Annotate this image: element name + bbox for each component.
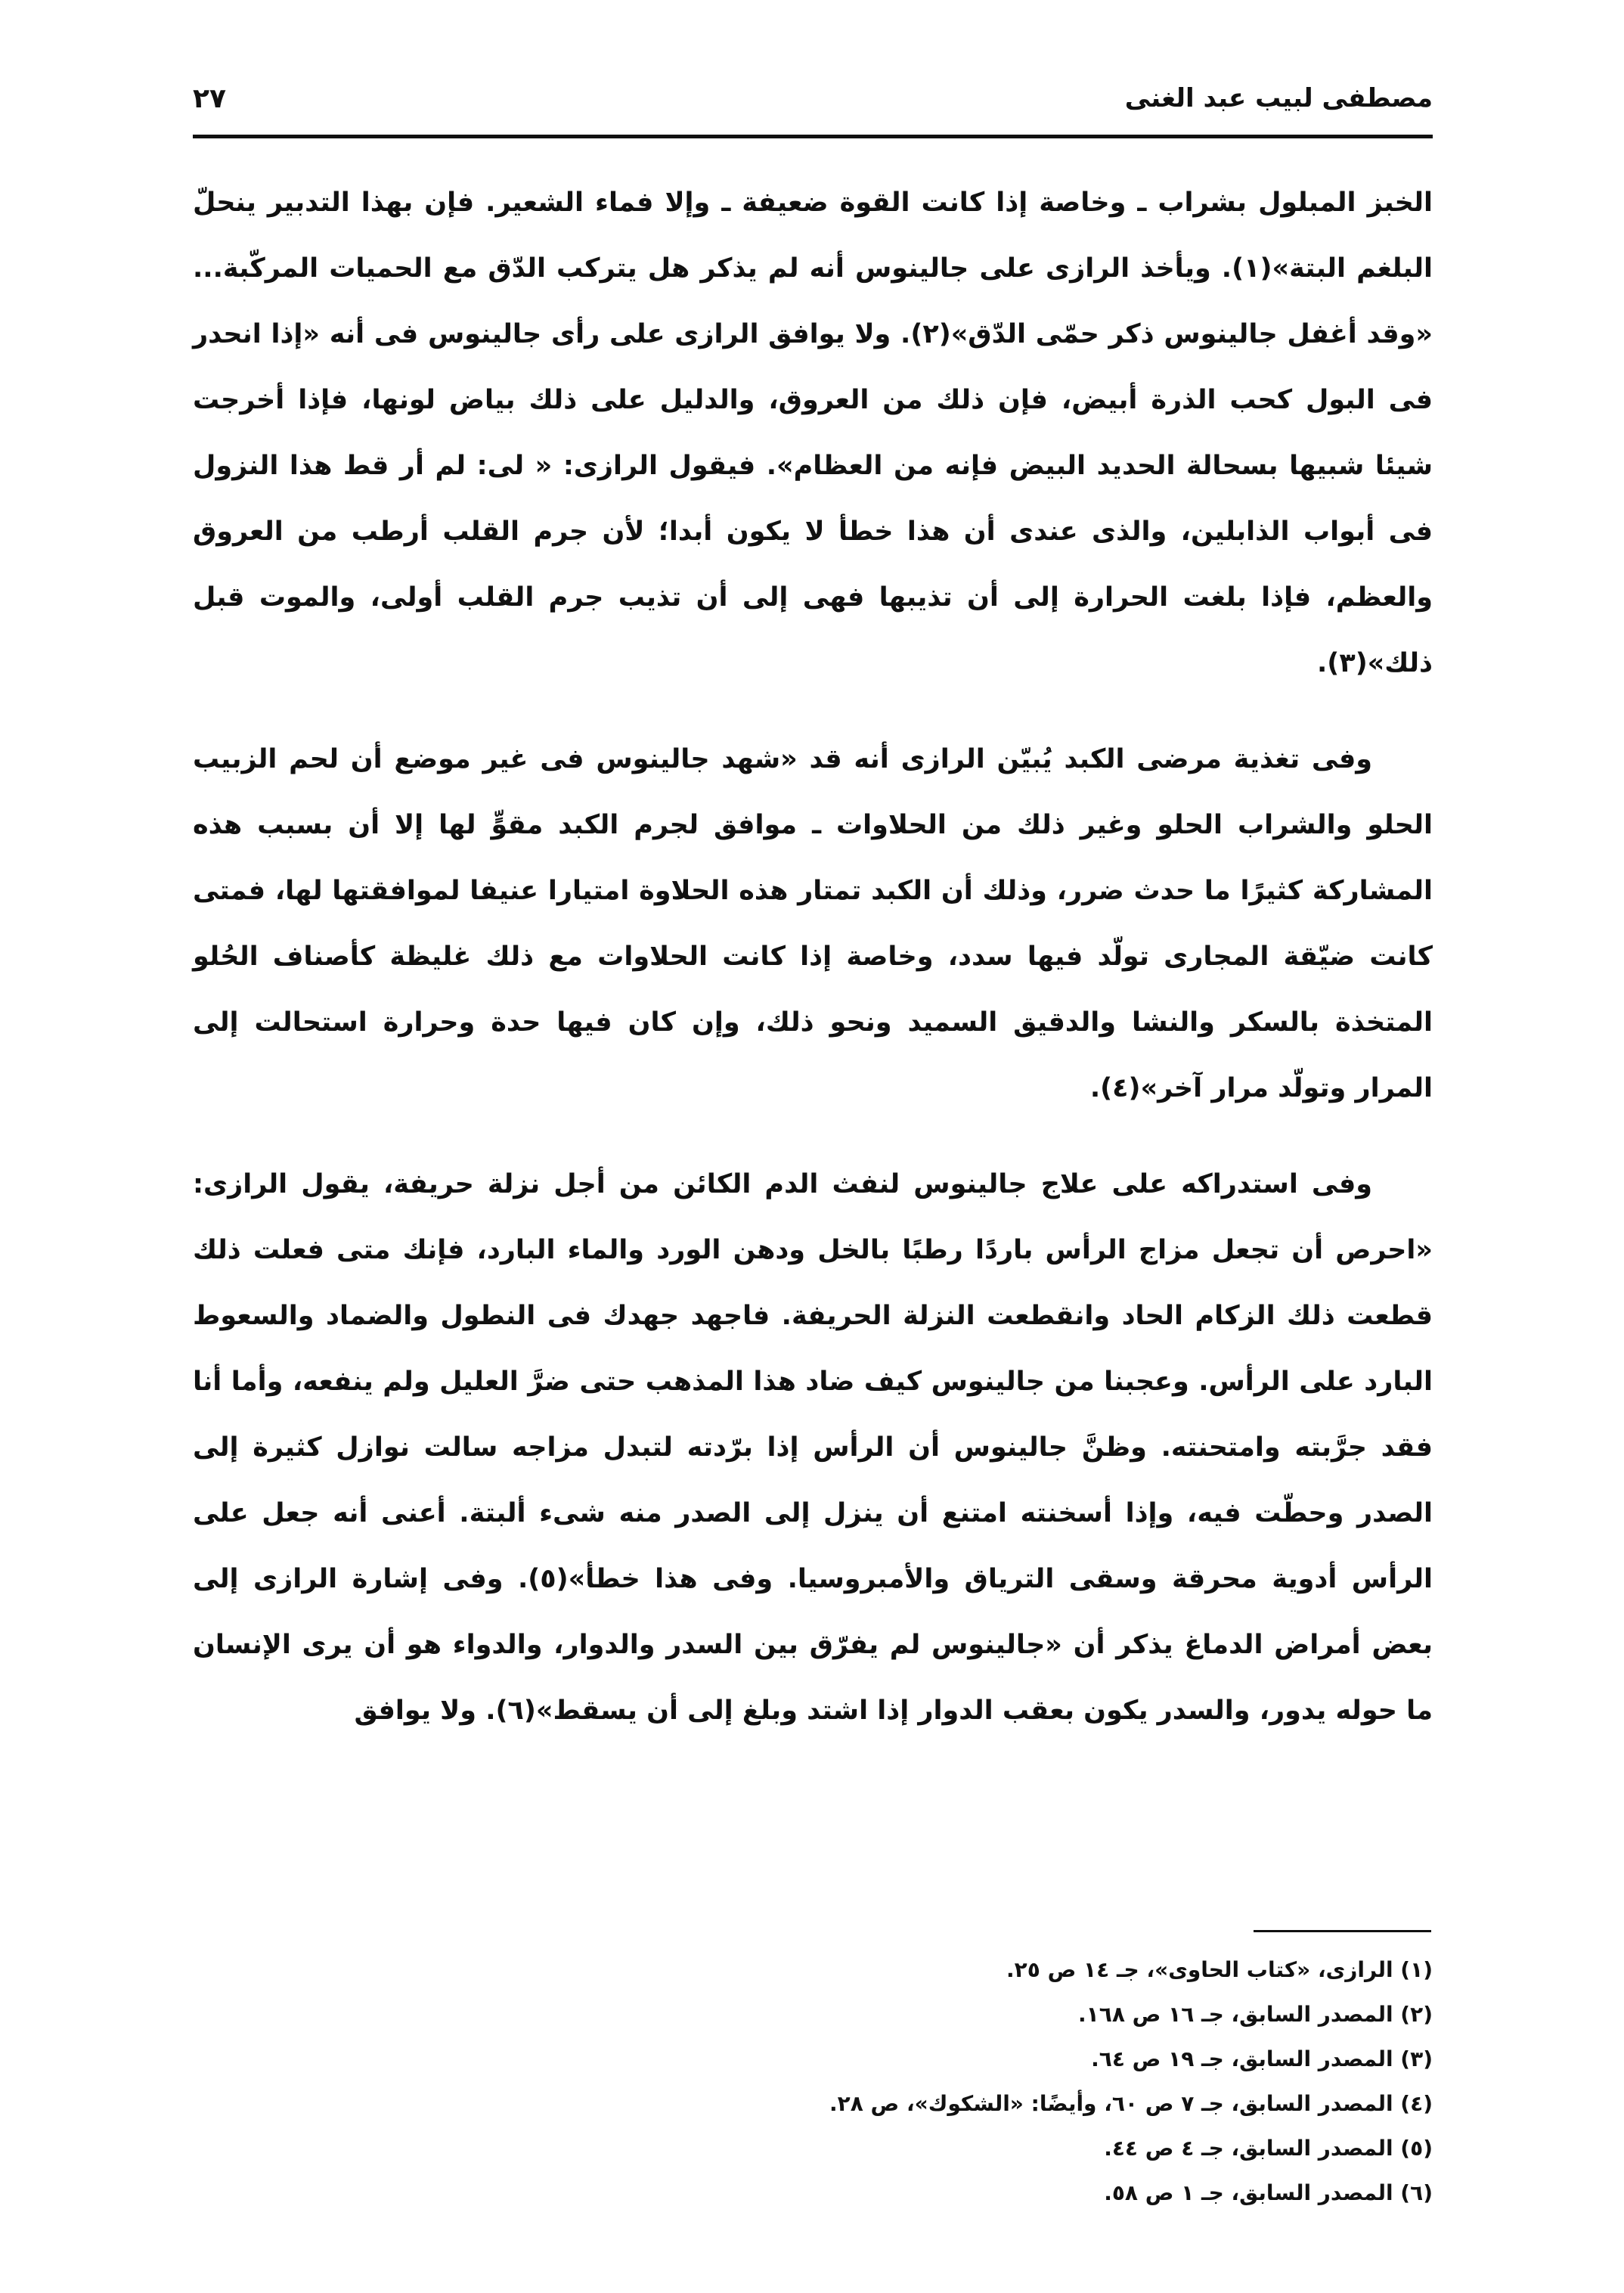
page-number: ٢٧ <box>193 83 226 114</box>
running-header <box>193 76 1433 136</box>
footnote-rule <box>1254 1930 1431 1932</box>
footnote-3: (٣) المصدر السابق، جـ ١٩ ص ٦٤. <box>1091 2046 1433 2071</box>
footnotes <box>193 1947 1433 2215</box>
header-author: مصطفى لبيب عبد الغنى <box>1124 83 1433 113</box>
footnote-6: (٦) المصدر السابق، جـ ١ ص ٥٨. <box>1104 2180 1433 2205</box>
footnote-5: (٥) المصدر السابق، جـ ٤ ص ٤٤. <box>1104 2136 1433 2161</box>
header-rule <box>193 135 1433 138</box>
footnote-1: (١) الرازى، «كتاب الحاوى»، جـ ١٤ ص ٢٥. <box>1006 1957 1433 1982</box>
body-text <box>193 170 1433 1774</box>
paragraph-3: وفى استدراكه على علاج جالينوس لنفث الدم الكائن من أجل نزلة حريفة، يقول الرازى: «احرص أن تجعل مزاج الرأس باردًا رطبًا بالخل ودهن الورد والماء البارد، فإنك متى فعلت ذلك قطعت ذلك الزكام الحاد وانقطعت النزلة الحريفة. فاجهد جهدك فى النطول والضماد والسعوط البارد على الرأس. وعجبنا من جالينوس كيف ضاد هذا المذهب حتى ضرَّ العليل ولم ينفعه، وأما أنا فقد جرَّبته وامتحنته. وظنَّ جالينوس أن الرأس إذا برّدته لتبدل مزاجه سالت نوازل كثيرة إلى الصدر وحطّت فيه، وإذا أسخنته امتنع أن ينزل إلى الصدر منه شىء ألبتة. أعنى أنه جعل على الرأس أدوية محرقة وسقى الترياق والأمبروسيا. وفى هذا خطأ»(٥). وفى إشارة الرازى إلى بعض أمراض الدماغ يذكر أن «جالينوس لم يفرّق بين السدر والدوار، والدواء هو أن يرى الإنسان ما حوله يدور، والسدر يكون بعقب الدوار إذا اشتد وبلغ إلى أن يسقط»(٦). ولا يوافق <box>193 1169 1433 1726</box>
paragraph-2: وفى تغذية مرضى الكبد يُبيّن الرازى أنه قد «شهد جالينوس فى غير موضع أن لحم الزبيب الحلو والشراب الحلو وغير ذلك من الحلاوات ـ موافق لجرم الكبد مقوٍّ لها إلا أن بسبب هذه المشاركة كثيرًا ما حدث ضرر، وذلك أن الكبد تمتار هذه الحلاوة امتيارا عنيفا لموافقتها لها، فمتى كانت ضيّقة المجارى تولّد فيها سدد، وخاصة إذا كانت الحلاوات مع ذلك غليظة كأصناف الحُلو المتخذة بالسكر والنشا والدقيق السميد ونحو ذلك، وإن كان فيها حدة وحرارة استحالت إلى المرار وتولّد مرار آخر»(٤). <box>193 744 1433 1103</box>
paragraph-1: الخبز المبلول بشراب ـ وخاصة إذا كانت القوة ضعيفة ـ وإلا فماء الشعير. فإن بهذا التدبير ينحلّ البلغم البتة»(١). ويأخذ الرازى على جالينوس أنه لم يذكر هل يتركب الدّق مع الحميات المركّبة... «وقد أغفل جالينوس ذكر حمّى الدّق»(٢). ولا يوافق الرازى على رأى جالينوس فى أنه «إذا انحدر فى البول كحب الذرة أبيض، فإن ذلك من العروق، والدليل على ذلك بياض لونها، فإذا أخرجت شيئا شبيها بسحالة الحديد البيض فإنه من العظام». فيقول الرازى: « لى: لم أر قط هذا النزول فى أبواب الذابلين، والذى عندى أن هذا خطأ لا يكون أبدا؛ لأن جرم القلب أرطب من العروق والعظم، فإذا بلغت الحرارة إلى أن تذيبها فهى إلى أن تذيب جرم القلب أولى، والموت قبل ذلك»(٣). <box>193 188 1433 678</box>
footnote-4: (٤) المصدر السابق، جـ ٧ ص ٦٠، وأيضًا: «الشكوك»، ص ٢٨. <box>829 2091 1433 2116</box>
footnote-2: (٢) المصدر السابق، جـ ١٦ ص ١٦٨. <box>1078 2002 1433 2027</box>
